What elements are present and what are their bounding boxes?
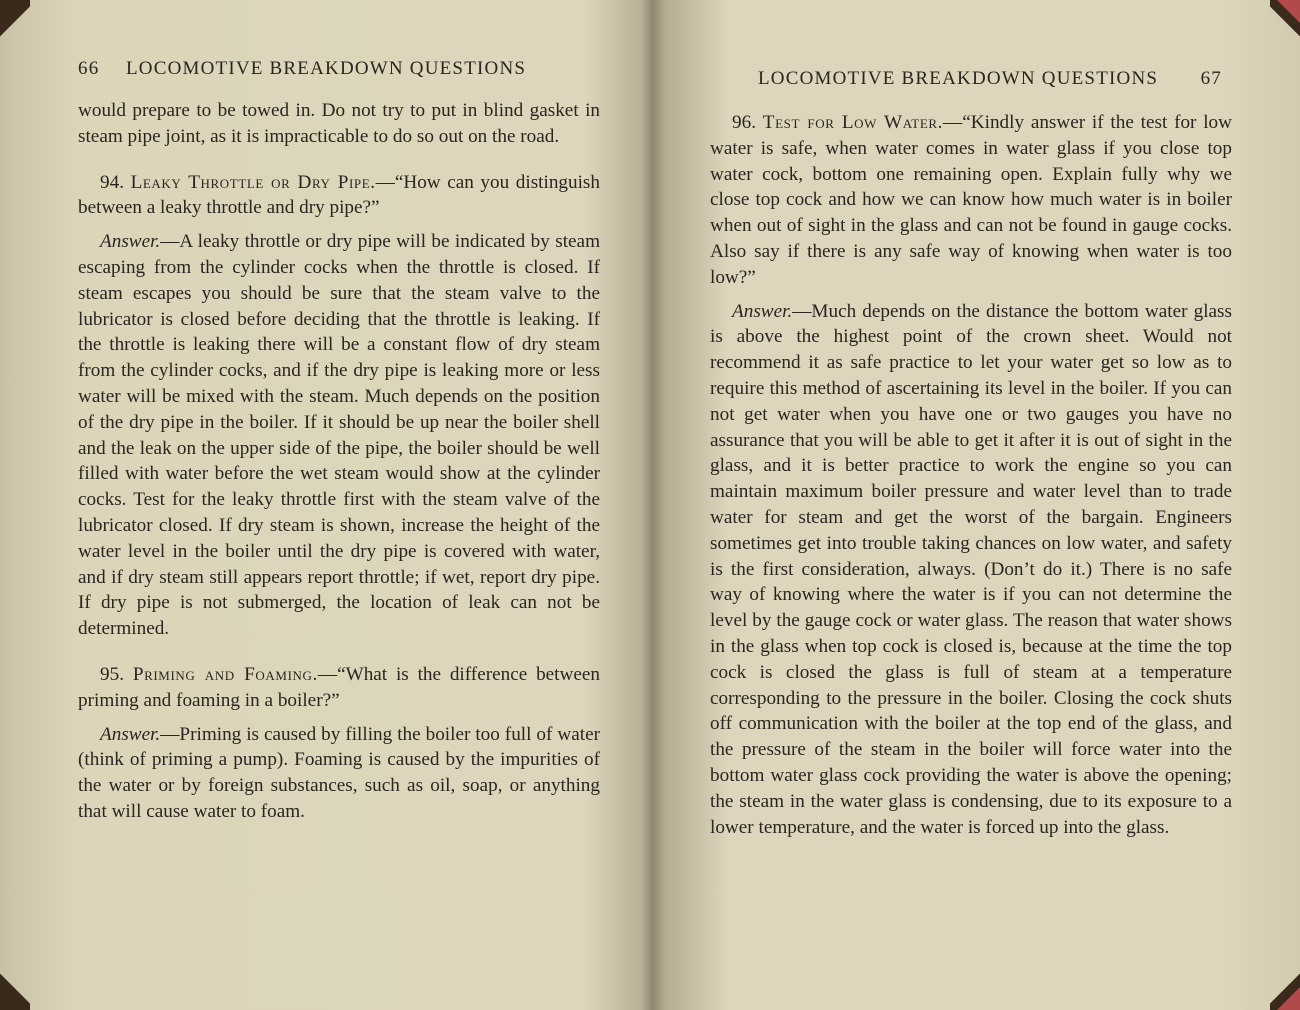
question-94 <box>78 170 600 222</box>
answer-94 <box>78 229 600 642</box>
right-page <box>710 0 1232 1010</box>
question-96 <box>710 110 1232 291</box>
continuation-paragraph: would prepare to be towed in. Do not try to put in blind gasket in steam pipe joint, as it is impracticable to do so out on the road. <box>78 100 600 147</box>
question-text: —“How can you distinguish between a leaky throttle and dry pipe?” <box>78 171 600 219</box>
running-title: LOCOMOTIVE BREAKDOWN QUESTIONS <box>758 68 1159 89</box>
question-text: —“Kindly answer if the test for low water is safe, when water comes in water glass if you close top water cock, bottom one remaining open. Explain fully why we close top cock and how we can know how much water is in boiler when out of sight in the glass and can not be found in gauge cocks. Also say if there is any safe way of knowing when water is too low?” <box>710 112 1232 288</box>
answer-label: Answer. <box>100 231 161 253</box>
answer-label: Answer. <box>732 300 793 322</box>
answer-96 <box>710 299 1232 841</box>
answer-text: —Much depends on the distance the bottom water glass is above the highest point of the crown sheet. Would not recommend it as safe practice to let your water get so low as to require this method of ascertaining its level in the boiler. If you can not get water when you have one or two gauges you have no assurance that you will be able to get it after it is out of sight in the glass, and it is better practice to work the engine so you can maintain maximum boiler pressure and water level than to trade water for steam and get the worst of the bargain. Engineers sometimes get into trouble taking chances on low water, and safety is the first consideration, always. (Don’t do it.) There is no safe way of knowing where the water is if you can not determine the level by the gauge cock or water glass. The reason that water shows in the glass when top cock is closed is, because at the time the top cock is closed the glass is full of steam at a temperature corresponding to the pressure in the boiler. Closing the cock shuts off communication with the boiler at the top end of the glass, and the pressure of the steam in the boiler will force water into the bottom water glass cock providing the water is above the opening; the steam in the water glass is condensing, due to its exposure to a lower temperature, and the water is forced up into the glass. <box>710 300 1232 838</box>
answer-text: —Priming is caused by filling the boiler too full of water (think of priming a pump). Foaming is caused by the impurities of the water or by foreign substances, such as oil, soap, or anything that will cause water to foam. <box>78 723 600 822</box>
running-title: LOCOMOTIVE BREAKDOWN QUESTIONS <box>126 58 527 79</box>
question-number: 95. <box>100 663 124 685</box>
cover-corner <box>1270 0 1300 60</box>
question-95 <box>78 662 600 714</box>
cover-corner <box>0 950 30 1010</box>
page-number: 67 <box>1200 68 1222 89</box>
cover-corner <box>0 0 30 60</box>
answer-95 <box>78 722 600 825</box>
question-title: Test for Low Water. <box>762 112 944 133</box>
question-title: Priming and Foaming. <box>132 663 318 685</box>
page-body <box>710 110 1232 840</box>
question-number: 94. <box>100 171 124 193</box>
page-number: 66 <box>78 58 100 79</box>
left-page <box>78 0 600 1010</box>
cover-corner <box>1270 950 1300 1010</box>
question-number: 96. <box>732 112 756 133</box>
answer-text: —A leaky throttle or dry pipe will be indicated by steam escaping from the cylinder cocks when the throttle is closed. If steam escapes you should be sure that the steam valve to the lubricator is closed before deciding that the throttle is leaking. If the throttle is leaking there will be a constant flow of dry steam from the cylinder cocks, and if the dry pipe is leaking more or less water will be mixed with the steam. Much depends on the position of the dry pipe in the boiler. If it should be up near the boiler shell and the leak on the upper side of the pipe, the boiler should be well filled with water before the wet steam would show at the cylinder cocks. Test for the leaky throttle first with the steam valve of the lubricator closed. If dry steam is shown, increase the height of the water level in the boiler until the dry pipe is covered with water, and if dry steam still appears report throttle; if wet, report dry pipe. If dry pipe is not submerged, the location of leak can not be determined. <box>78 231 600 640</box>
page-body <box>78 98 600 825</box>
question-text: —“What is the difference between priming and foaming in a boiler?” <box>78 663 600 711</box>
question-title: Leaky Throttle or Dry Pipe. <box>130 171 376 193</box>
answer-label: Answer. <box>100 723 161 745</box>
